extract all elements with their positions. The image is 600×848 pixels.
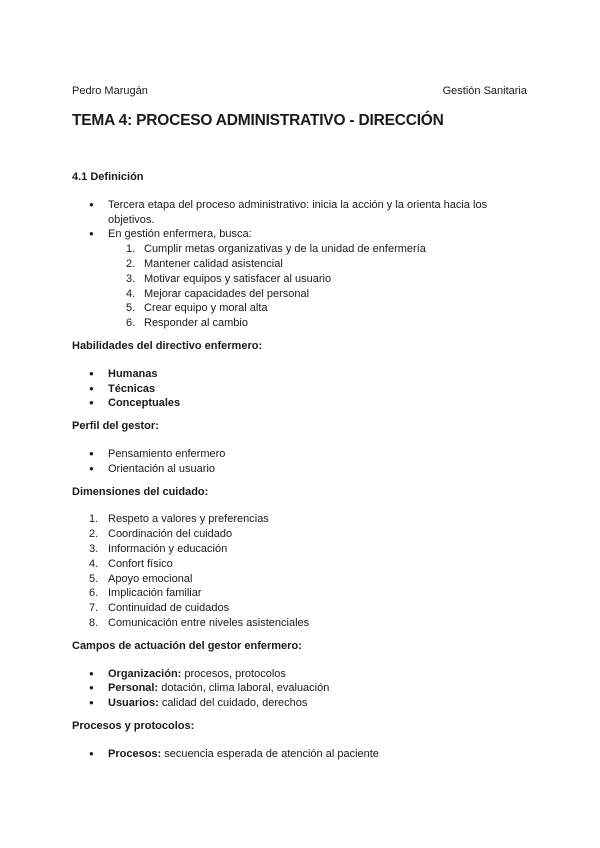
list-item: 6. Responder al cambio	[126, 317, 248, 330]
section-heading-dimensiones: Dimensiones del cuidado:	[72, 485, 209, 498]
section-heading-campos: Campos de actuación del gestor enfermero:	[72, 639, 302, 652]
list-item: ● Orientación al usuario	[72, 462, 532, 477]
section-heading-habilidades: Habilidades del directivo enfermero:	[72, 339, 263, 352]
list-item: 5. Crear equipo y moral alta	[126, 302, 268, 315]
list-item: ● Usuarios: calidad del cuidado, derechos	[72, 696, 532, 711]
list-item: ● Tercera etapa del proceso administrativo: inicia la acción y la orienta hacia los objetivos.	[72, 198, 532, 228]
dimensiones-list	[72, 512, 532, 630]
list-item: ● Humanas	[72, 367, 532, 382]
definicion-list	[72, 198, 532, 242]
campos-list	[72, 667, 532, 711]
list-item: ● Personal: dotación, clima laboral, evaluación	[72, 681, 532, 696]
definicion-sublist	[72, 242, 532, 331]
list-item: ● Conceptuales	[72, 396, 532, 411]
list-item: 2. Coordinación del cuidado	[89, 528, 233, 541]
perfil-list	[72, 447, 532, 477]
header-author: Pedro Marugán	[72, 85, 148, 97]
section-heading-perfil: Perfil del gestor:	[72, 420, 159, 433]
section-heading-definicion: 4.1 Definición	[72, 171, 144, 183]
list-item: 1. Cumplir metas organizativas y de la unidad de enfermería	[126, 243, 426, 256]
document-body	[72, 170, 532, 762]
page-header	[72, 85, 527, 98]
habilidades-list	[72, 367, 532, 411]
list-item: 8. Comunicación entre niveles asistenciales	[89, 616, 310, 629]
section-heading-procesos: Procesos y protocolos:	[72, 719, 195, 732]
list-item: 2. Mantener calidad asistencial	[126, 257, 283, 270]
list-item: ● Pensamiento enfermero	[72, 447, 532, 462]
list-item: 3. Motivar equipos y satisfacer al usuario	[126, 272, 332, 285]
list-item: 7. Continuidad de cuidados	[89, 602, 230, 615]
list-item: ● Técnicas	[72, 382, 532, 397]
list-item: 6. Implicación familiar	[89, 587, 202, 600]
list-item: 1. Respeto a valores y preferencias	[89, 513, 269, 526]
list-item: 4. Mejorar capacidades del personal	[126, 287, 310, 300]
list-item: 3. Información y educación	[89, 542, 228, 555]
list-item: ● Organización: procesos, protocolos	[72, 667, 532, 682]
document-title: TEMA 4: PROCESO ADMINISTRATIVO - DIRECCIÓN	[72, 112, 444, 129]
list-item: 4. Confort físico	[89, 557, 173, 570]
procesos-list	[72, 747, 532, 762]
list-item: ● En gestión enfermera, busca:	[72, 227, 532, 242]
list-item: ● Procesos: secuencia esperada de atención al paciente	[72, 747, 532, 762]
header-subject: Gestión Sanitaria	[442, 85, 527, 97]
list-item: 5. Apoyo emocional	[89, 572, 193, 585]
